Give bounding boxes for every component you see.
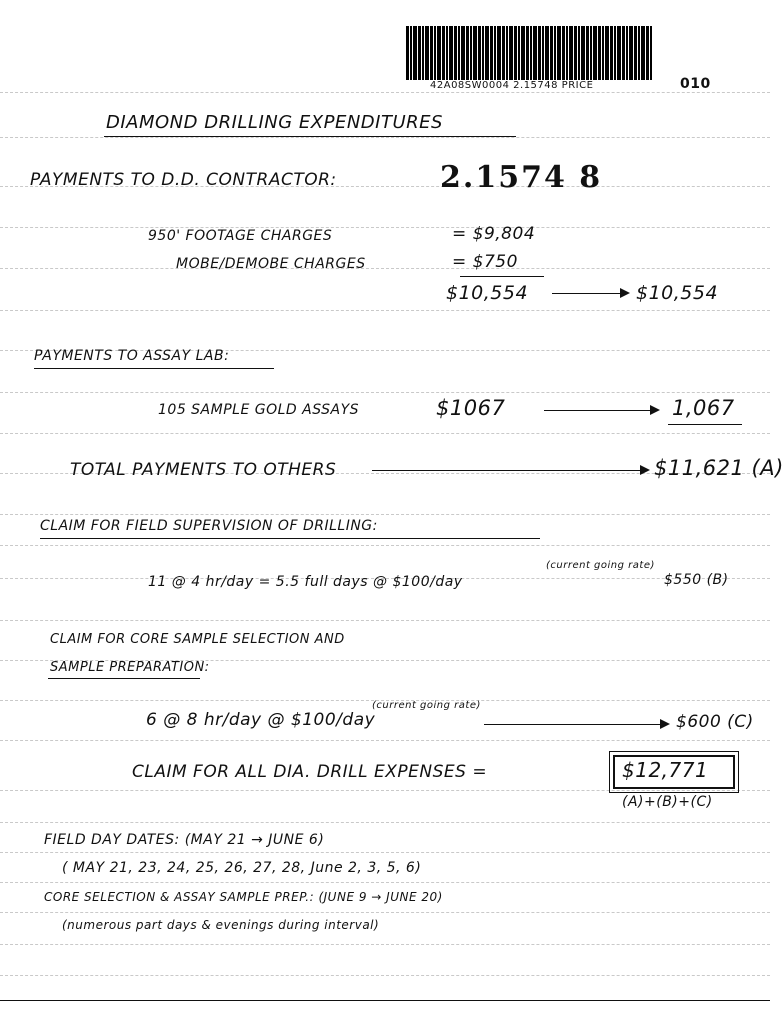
final-claim-label: CLAIM FOR ALL DIA. DRILL EXPENSES = — [132, 762, 488, 782]
total-others-value: $11,621 (A) — [654, 456, 784, 480]
ruled-line — [0, 740, 770, 741]
ruled-line — [0, 975, 770, 976]
ruled-line — [0, 545, 770, 546]
gold-assays-value: $1067 — [436, 396, 506, 420]
ruled-line — [0, 92, 770, 93]
mobe-charges-label: MOBE/DEMOBE CHARGES — [176, 256, 366, 272]
ruled-line — [0, 392, 770, 393]
ruled-line — [0, 882, 770, 883]
page-bottom-rule — [0, 1000, 770, 1001]
interval-note: (numerous part days & evenings during interval) — [62, 918, 380, 932]
supervision-heading: CLAIM FOR FIELD SUPERVISION OF DRILLING: — [40, 518, 378, 534]
ruled-line — [0, 514, 770, 515]
file-number-stamp: 2.1574 8 — [440, 160, 603, 195]
core-heading-underline — [48, 678, 200, 679]
supervision-rate-note: (current going rate) — [546, 560, 655, 571]
ruled-line — [0, 433, 770, 434]
field-day-list: ( MAY 21, 23, 24, 25, 26, 27, 28, June 2, 3, 5, 6) — [62, 860, 422, 876]
title-underline — [104, 136, 516, 137]
arrow-icon — [484, 724, 668, 725]
final-claim-formula: (A)+(B)+(C) — [622, 794, 713, 810]
ruled-line — [0, 227, 770, 228]
field-day-dates: FIELD DAY DATES: (MAY 21 → JUNE 6) — [44, 832, 325, 848]
assay-heading-underline — [34, 368, 274, 369]
final-claim-total: $12,771 — [622, 758, 709, 782]
ruled-line — [0, 268, 770, 269]
core-calc: 6 @ 8 hr/day @ $100/day — [146, 710, 376, 730]
assay-heading: PAYMENTS TO ASSAY LAB: — [34, 348, 230, 364]
supervision-heading-underline — [40, 538, 540, 539]
ruled-line — [0, 852, 770, 853]
arrow-icon — [544, 410, 658, 411]
footage-charges-label: 950' FOOTAGE CHARGES — [148, 228, 333, 244]
supervision-total: $550 (B) — [664, 572, 729, 588]
subtotal-underline — [460, 276, 544, 277]
page-number: 010 — [680, 76, 711, 92]
gold-assays-label: 105 SAMPLE GOLD ASSAYS — [158, 402, 360, 418]
assay-total-underline — [668, 424, 742, 425]
barcode-caption: 42A08SW0004 2.15748 PRICE — [430, 80, 594, 91]
contractor-total: $10,554 — [636, 282, 719, 304]
barcode-image — [406, 26, 652, 80]
supervision-calc: 11 @ 4 hr/day = 5.5 full days @ $100/day — [148, 574, 463, 590]
core-total: $600 (C) — [676, 712, 754, 732]
footage-charges-value: = $9,804 — [452, 224, 536, 244]
contractor-heading: PAYMENTS TO D.D. CONTRACTOR: — [30, 170, 337, 190]
contractor-subtotal: $10,554 — [446, 282, 529, 304]
assay-total: 1,067 — [672, 396, 735, 420]
ruled-line — [0, 620, 770, 621]
arrow-icon — [552, 293, 628, 294]
ruled-line — [0, 310, 770, 311]
ruled-line — [0, 137, 770, 138]
core-selection-dates: CORE SELECTION & ASSAY SAMPLE PREP.: (JUNE 9 → JUNE 20) — [44, 890, 443, 904]
page-title: DIAMOND DRILLING EXPENDITURES — [106, 112, 443, 133]
ruled-line — [0, 944, 770, 945]
arrow-icon — [372, 470, 648, 471]
mobe-charges-value: = $750 — [452, 252, 518, 272]
total-others-label: TOTAL PAYMENTS TO OTHERS — [70, 460, 337, 480]
ruled-line — [0, 790, 770, 791]
core-heading-line1: CLAIM FOR CORE SAMPLE SELECTION AND — [50, 632, 345, 647]
core-rate-note: (current going rate) — [372, 700, 481, 711]
ruled-line — [0, 822, 770, 823]
ruled-line — [0, 912, 770, 913]
core-heading-line2: SAMPLE PREPARATION: — [50, 660, 210, 675]
